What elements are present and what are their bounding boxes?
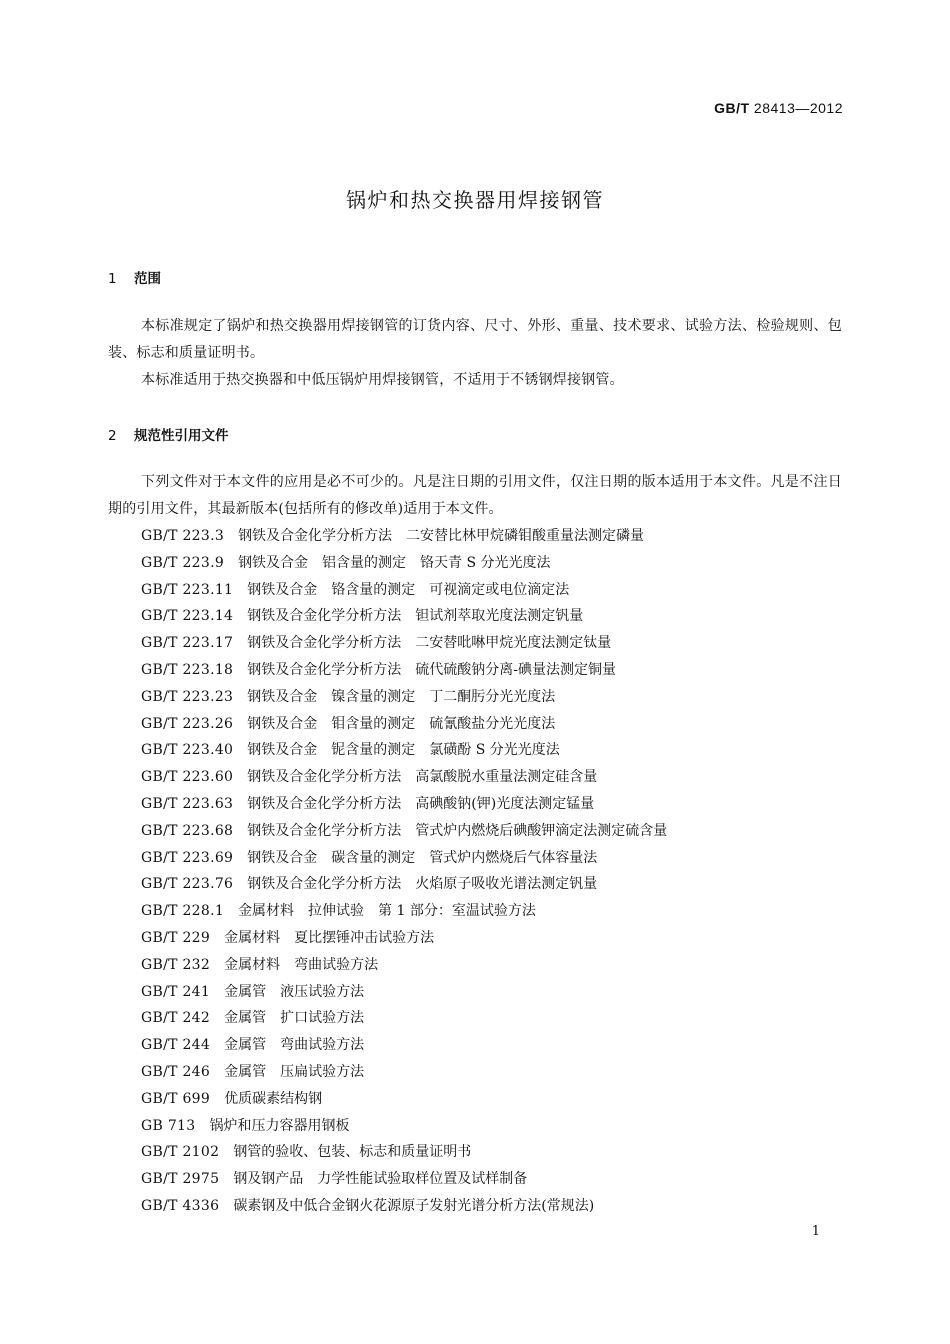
reference-item (141, 550, 667, 577)
reference-code: GB/T 228.1 (141, 903, 225, 920)
reference-title: 钢管的验收、包装、标志和质量证明书 (233, 1144, 472, 1161)
page-number: 1 (811, 1224, 820, 1239)
section-1-heading (108, 267, 161, 287)
reference-code: GB/T 223.9 (141, 554, 225, 571)
reference-code: GB/T 223.60 (141, 769, 234, 786)
reference-title: 金属管 压扁试验方法 (224, 1063, 365, 1080)
reference-code: GB/T 223.26 (141, 715, 234, 732)
reference-item (141, 657, 667, 684)
reference-title: 钢铁及合金化学分析方法 二安替吡啉甲烷光度法测定钛量 (247, 635, 612, 652)
reference-code: GB/T 2975 (141, 1171, 220, 1188)
section-number: 1 (108, 271, 117, 287)
reference-title: 钢铁及合金化学分析方法 硫代硫酸钠分离-碘量法测定铜量 (247, 661, 616, 678)
reference-title: 钢铁及合金 铬含量的测定 可视滴定或电位滴定法 (247, 581, 570, 598)
reference-title: 钢铁及合金 铝含量的测定 铬天青 S 分光光度法 (238, 554, 551, 571)
reference-code: GB/T 2102 (141, 1144, 220, 1161)
reference-code: GB/T 223.17 (141, 635, 234, 652)
reference-title: 钢铁及合金化学分析方法 火焰原子吸收光谱法测定钒量 (247, 876, 598, 893)
reference-item (141, 925, 667, 952)
reference-item (141, 1032, 667, 1059)
reference-item (141, 791, 667, 818)
reference-item (141, 1086, 667, 1113)
reference-item (141, 871, 667, 898)
reference-code: GB/T 229 (141, 929, 211, 946)
section-title: 规范性引用文件 (134, 428, 229, 444)
reference-code: GB/T 223.11 (141, 581, 234, 598)
reference-title: 钢铁及合金化学分析方法 钽试剂萃取光度法测定钒量 (247, 608, 584, 625)
reference-code: GB/T 223.76 (141, 876, 234, 893)
reference-title: 钢铁及合金 镍含量的测定 丁二酮肟分光光度法 (247, 688, 556, 705)
section-2-heading (108, 424, 229, 444)
reference-code: GB/T 244 (141, 1037, 211, 1054)
reference-item (141, 684, 667, 711)
reference-code: GB/T 241 (141, 983, 211, 1000)
scope-paragraph: 本标准规定了锅炉和热交换器用焊接钢管的订货内容、尺寸、外形、重量、技术要求、试验方法、检验规则、包装、标志和质量证明书。 (108, 318, 842, 361)
reference-title: 碳素钢及中低合金钢火花源原子发射光谱分析方法(常规法) (233, 1197, 595, 1214)
reference-item (141, 1059, 667, 1086)
section-number: 2 (108, 428, 117, 444)
reference-title: 钢铁及合金 钼含量的测定 硫氰酸盐分光光度法 (247, 715, 556, 732)
reference-code: GB/T 223.68 (141, 822, 234, 839)
reference-code: GB/T 246 (141, 1063, 211, 1080)
reference-item (141, 630, 667, 657)
reference-item (141, 1005, 667, 1032)
reference-item (141, 603, 667, 630)
reference-item (141, 1113, 667, 1140)
reference-title: 金属材料 弯曲试验方法 (224, 956, 379, 973)
reference-title: 金属材料 夏比摆锤冲击试验方法 (224, 929, 435, 946)
reference-item (141, 577, 667, 604)
reference-code: GB/T 223.18 (141, 661, 234, 678)
reference-title: 金属材料 拉伸试验 第 1 部分：室温试验方法 (238, 903, 536, 920)
reference-code: GB/T 242 (141, 1010, 211, 1027)
reference-title: 钢及钢产品 力学性能试验取样位置及试样制备 (233, 1171, 528, 1188)
reference-item (141, 979, 667, 1006)
applicability-paragraph: 本标准适用于热交换器和中低压锅炉用焊接钢管，不适用于不锈钢焊接钢管。 (141, 372, 624, 388)
reference-title: 钢铁及合金 碳含量的测定 管式炉内燃烧后气体容量法 (247, 849, 598, 866)
reference-title: 钢铁及合金化学分析方法 高碘酸钠(钾)光度法测定锰量 (247, 795, 595, 812)
reference-item (141, 845, 667, 872)
reference-title: 优质碳素结构钢 (224, 1090, 323, 1107)
reference-item (141, 711, 667, 738)
reference-code: GB/T 223.14 (141, 608, 234, 625)
section-title: 范围 (134, 271, 161, 287)
reference-code: GB/T 699 (141, 1090, 211, 1107)
reference-item (141, 1166, 667, 1193)
standard-prefix: GB/T (714, 100, 750, 116)
reference-title: 金属管 扩口试验方法 (224, 1010, 365, 1027)
reference-code: GB/T 223.23 (141, 688, 234, 705)
standard-number (714, 100, 843, 116)
reference-item (141, 818, 667, 845)
reference-title: 钢铁及合金 铌含量的测定 氯磺酚 S 分光光度法 (247, 742, 560, 759)
reference-item (141, 1139, 667, 1166)
reference-title: 钢铁及合金化学分析方法 管式炉内燃烧后碘酸钾滴定法测定硫含量 (247, 822, 668, 839)
reference-code: GB/T 223.69 (141, 849, 234, 866)
reference-item (141, 898, 667, 925)
reference-code: GB/T 4336 (141, 1197, 220, 1214)
reference-title: 金属管 弯曲试验方法 (224, 1037, 365, 1054)
references-intro: 下列文件对于本文件的应用是必不可少的。凡是注日期的引用文件，仅注日期的版本适用于本文件。凡是不注日期的引用文件，其最新版本(包括所有的修改单)适用于本文件。 (108, 474, 842, 517)
reference-code: GB/T 223.3 (141, 528, 225, 544)
reference-item (141, 1193, 667, 1220)
reference-title: 金属管 液压试验方法 (224, 983, 365, 1000)
reference-code: GB/T 223.40 (141, 742, 234, 759)
reference-item (141, 523, 667, 550)
reference-code: GB/T 232 (141, 956, 211, 973)
reference-title: 钢铁及合金化学分析方法 高氯酸脱水重量法测定硅含量 (247, 769, 598, 786)
reference-code: GB/T 223.63 (141, 795, 234, 812)
reference-list (141, 523, 667, 1220)
document-title: 锅炉和热交换器用焊接钢管 (346, 188, 604, 212)
standard-code: 28413—2012 (753, 100, 843, 116)
reference-title: 锅炉和压力容器用钢板 (209, 1117, 350, 1134)
reference-title: 钢铁及合金化学分析方法 二安替比林甲烷磷钼酸重量法测定磷量 (238, 528, 645, 544)
reference-item (141, 764, 667, 791)
reference-code: GB 713 (141, 1117, 196, 1134)
reference-item (141, 952, 667, 979)
reference-item (141, 737, 667, 764)
